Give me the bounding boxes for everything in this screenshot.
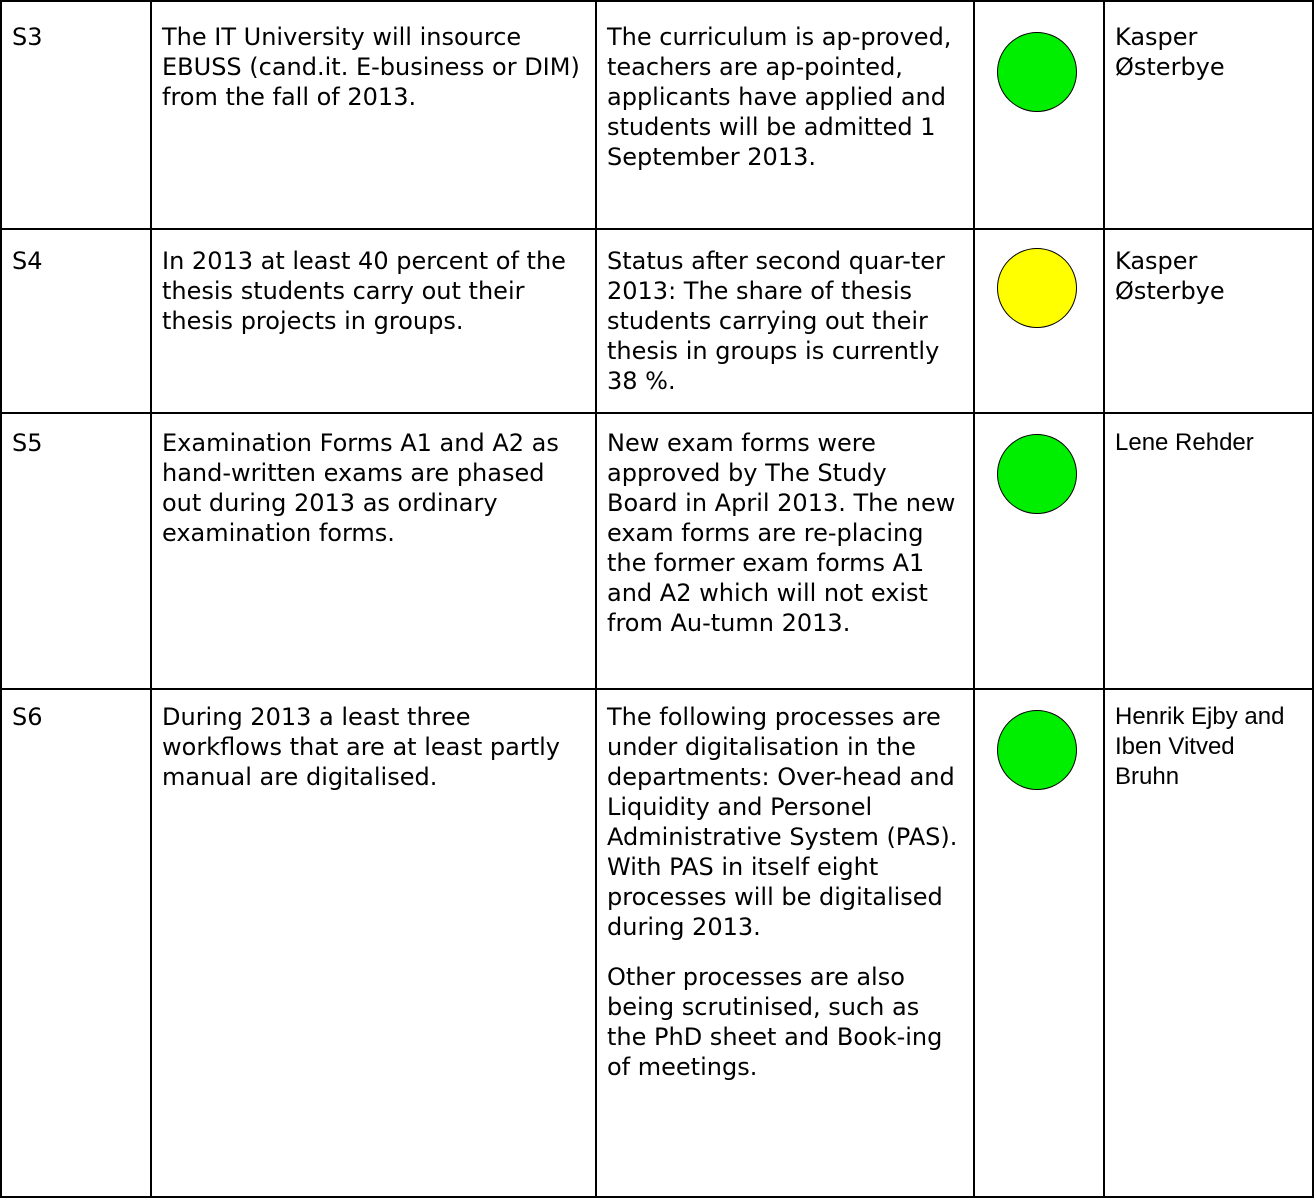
table-row	[1, 689, 1313, 1197]
table-row	[1, 229, 1313, 413]
goal-status	[596, 689, 974, 1197]
status-paragraph: Other processes are also being scrutinised, such as the PhD sheet and Book-ing of meetings.	[607, 963, 943, 1081]
traffic-light-cell	[974, 413, 1104, 689]
goal-id: S4	[1, 229, 151, 413]
table-row	[1, 413, 1313, 689]
goal-description: During 2013 a least three workflows that are at least partly manual are digitalised.	[151, 689, 596, 1197]
goal-owner: Lene Rehder	[1104, 413, 1313, 689]
green-light-icon	[997, 434, 1077, 514]
goal-description: Examination Forms A1 and A2 as hand-written exams are phased out during 2013 as ordinary examination forms.	[151, 413, 596, 689]
yellow-light-icon	[997, 248, 1077, 328]
goal-description: In 2013 at least 40 percent of the thesis students carry out their thesis projects in groups.	[151, 229, 596, 413]
goal-owner: Kasper Østerbye	[1104, 1, 1313, 229]
traffic-light-cell	[974, 689, 1104, 1197]
goal-owner: Kasper Østerbye	[1104, 229, 1313, 413]
goal-status: New exam forms were approved by The Study Board in April 2013. The new exam forms are re-placing the former exam forms A1 and A2 which will not exist from Au-tumn 2013.	[596, 413, 974, 689]
table-row	[1, 1, 1313, 229]
traffic-light-cell	[974, 1, 1104, 229]
status-paragraph: The following processes are under digitalisation in the departments: Over-head and Liquidity and Personel Administrative System (PAS). With PAS in itself eight processes will be digitalised during 2013.	[607, 703, 958, 941]
goal-description: The IT University will insource EBUSS (cand.it. E-business or DIM) from the fall of 2013.	[151, 1, 596, 229]
goal-owner: Henrik Ejby and Iben Vitved Bruhn	[1104, 689, 1313, 1197]
goal-status: The curriculum is ap-proved, teachers are ap-pointed, applicants have applied and students will be admitted 1 September 2013.	[596, 1, 974, 229]
goal-id: S6	[1, 689, 151, 1197]
green-light-icon	[997, 710, 1077, 790]
green-light-icon	[997, 32, 1077, 112]
traffic-light-cell	[974, 229, 1104, 413]
goal-status: Status after second quar-ter 2013: The share of thesis students carrying out their thesis in groups is currently 38 %.	[596, 229, 974, 413]
goal-id: S3	[1, 1, 151, 229]
goal-id: S5	[1, 413, 151, 689]
